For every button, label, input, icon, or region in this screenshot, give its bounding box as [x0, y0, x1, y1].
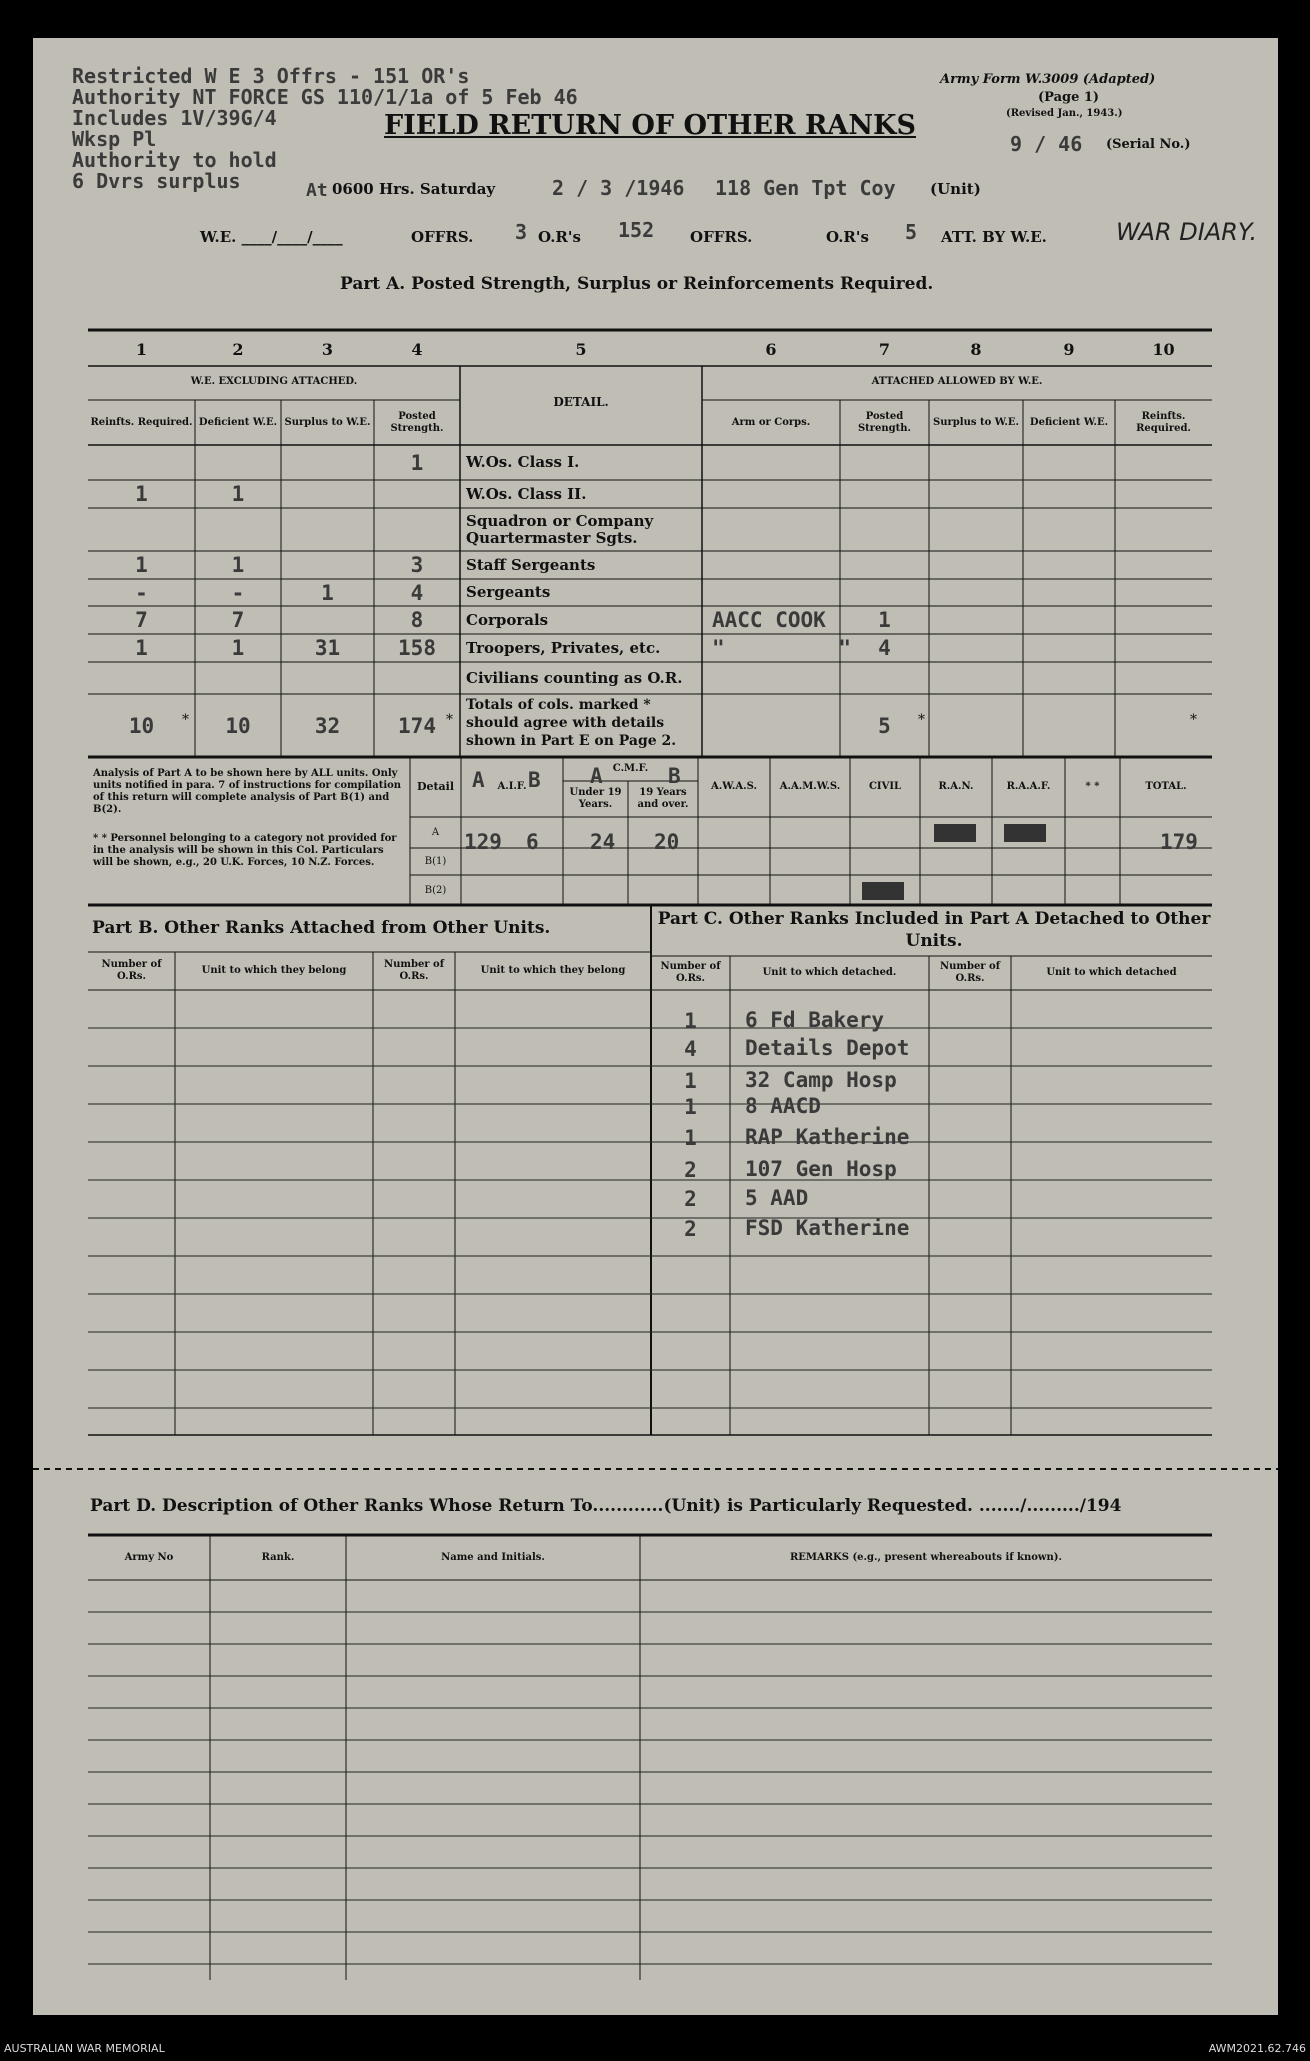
row-value-c7 [840, 508, 929, 551]
row-value-c4 [374, 662, 460, 694]
unit-typed: 118 Gen Tpt Coy [715, 176, 896, 200]
group-header-left: W.E. EXCLUDING ATTACHED. [190, 376, 358, 387]
typed-line-1: Restricted W E 3 Offrs - 151 OR's [72, 64, 470, 88]
sub-header: Reinfts. Required. [1136, 411, 1191, 434]
page-number: (Page 1) [1038, 90, 1100, 105]
row-value-c2 [195, 508, 281, 551]
column-number: 9 [1063, 339, 1075, 359]
detached-count: 2 [684, 1187, 697, 1211]
analysis-row-b1-label: B(1) [424, 856, 447, 867]
row-value-c7 [840, 579, 929, 606]
total-attached-posted: 5 [878, 713, 891, 738]
part-d-header-army-no: Army No [124, 1551, 174, 1563]
analysis-a-aif-2: 6 [526, 830, 539, 854]
row-value-c2 [195, 445, 281, 480]
total-deficient: 10 [225, 713, 251, 738]
row-value-c1 [88, 508, 195, 551]
analysis-a-total: 179 [1160, 830, 1198, 854]
detail-label: Troopers, Privates, etc. [466, 638, 661, 657]
row-value-c1 [88, 445, 195, 480]
part-d-header-remarks: REMARKS (e.g., present whereabouts if known). [789, 1551, 1063, 1563]
row-value-c7 [840, 480, 929, 508]
detached-count: 2 [684, 1158, 697, 1182]
totals-detail: Totals of cols. marked * should agree with details shown in Part E on Page 2. [466, 697, 677, 749]
column-number: 1 [135, 339, 148, 359]
detached-count: 1 [684, 1069, 697, 1093]
sub-header: Deficient W.E. [198, 417, 278, 428]
row-value-c2: 1 [231, 636, 245, 660]
offrs-label: OFFRS. [411, 228, 474, 246]
row-value-c3 [281, 662, 374, 694]
detached-unit: 32 Camp Hosp [745, 1068, 897, 1092]
detached-unit: Details Depot [745, 1036, 910, 1060]
part-c-header-unit: Unit to which detached. [762, 967, 897, 978]
detail-label: Squadron or Company Quartermaster Sgts. [466, 511, 654, 547]
row-value-c4: 3 [410, 553, 424, 577]
serial-number: 9 / 46 [1010, 132, 1083, 156]
sub-header: Reinfts. Required. [90, 417, 193, 428]
detached-count: 1 [684, 1009, 697, 1033]
detached-unit: 8 AACD [745, 1094, 821, 1118]
sub-header: Surplus to W.E. [284, 417, 371, 428]
row-value-c2: 7 [231, 608, 245, 632]
ors2-value: 5 [905, 220, 918, 244]
detail-header: DETAIL. [553, 395, 609, 409]
sub-header: Deficient W.E. [1029, 417, 1109, 428]
row-value-c2: 1 [231, 553, 245, 577]
analysis-header-civil: CIVIL [868, 781, 902, 792]
detail-label: W.Os. Class II. [466, 484, 587, 503]
typed-line-6: 6 Dvrs surplus [72, 169, 241, 193]
analysis-header-cmf: C.M.F. [612, 763, 649, 774]
analysis-header-total: TOTAL. [1145, 781, 1187, 792]
analysis-a-under19: 24 [590, 830, 616, 854]
typed-line-2: Authority NT FORCE GS 110/1/1a of 5 Feb 46 [72, 85, 578, 109]
analysis-header-aamws: A.A.M.W.S. [779, 781, 841, 792]
analysis-header-other: * * [1085, 781, 1100, 792]
row-value-c3 [281, 445, 374, 480]
sub-header: Posted Strength. [390, 411, 444, 434]
detached-count: 4 [684, 1037, 697, 1061]
row-value-c1 [88, 662, 195, 694]
row-value-c7 [840, 551, 929, 579]
ors2-label: O.R's [826, 228, 869, 246]
army-form-number: Army Form W.3009 (Adapted) [940, 72, 1156, 87]
date-typed: 2 / 3 /1946 [552, 176, 685, 200]
part-c-header-unit-2: Unit to which detached [1046, 967, 1177, 978]
group-header-right: ATTACHED ALLOWED BY W.E. [871, 376, 1043, 387]
analysis-header-awas: A.W.A.S. [711, 781, 757, 792]
analysis-header-aif: A.I.F. [497, 781, 527, 792]
part-a-title: Part A. Posted Strength, Surplus or Reinforcements Required. [340, 274, 934, 294]
detached-unit: FSD Katherine [745, 1216, 910, 1240]
asterisk-mark: * [918, 712, 925, 728]
column-number: 6 [765, 339, 777, 359]
row-value-c1: 1 [135, 636, 148, 660]
column-number: 4 [411, 339, 423, 359]
part-b-header-number-2: Number of O.Rs. [383, 959, 445, 982]
row-value-c2 [195, 662, 281, 694]
sub-header: Surplus to W.E. [933, 417, 1019, 428]
detail-label: Sergeants [466, 583, 551, 601]
detached-count: 1 [684, 1095, 697, 1119]
detached-unit: 6 Fd Bakery [745, 1008, 885, 1032]
row-value-c3 [281, 508, 374, 551]
detached-unit: 107 Gen Hosp [745, 1157, 897, 1181]
ors-value: 152 [618, 218, 655, 242]
row-value-c3: 31 [314, 636, 341, 660]
analysis-note-1: Analysis of Part A to be shown here by ALL units. Only units notified in para. 7 of instructions for compilation of this return will complete analysis of Part B(1) and B(2). [93, 768, 402, 815]
part-b-header-unit-2: Unit to which they belong [480, 965, 626, 976]
typed-a-cmf: A [590, 764, 603, 788]
time-prefix: At [306, 180, 328, 201]
detail-label: Staff Sergeants [466, 555, 596, 574]
we-label: W.E. ____/____/____ [200, 228, 343, 246]
row-value-c4: 4 [410, 580, 424, 605]
redaction-ran [934, 824, 976, 842]
typed-b-aif: B [528, 768, 541, 792]
serial-label: (Serial No.) [1106, 137, 1191, 152]
detail-label: W.Os. Class I. [466, 453, 580, 471]
part-d-title: Part D. Description of Other Ranks Whose Return To............(Unit) is Particularly Requested. ......./........./194 [90, 1496, 1122, 1516]
row-value-c4 [374, 480, 460, 508]
part-c-header-number-2: Number of O.Rs. [939, 961, 1001, 984]
row-value-c7: 4 [878, 636, 891, 660]
typed-b-cmf: B [668, 764, 681, 788]
row-value-c4 [374, 508, 460, 551]
analysis-header-ran: R.A.N. [938, 781, 974, 792]
footer-right: AWM2021.62.746 [1208, 2042, 1306, 2055]
war-diary-handwritten: WAR DIARY. [1116, 218, 1258, 246]
redaction-civil [862, 882, 904, 900]
column-number: 8 [970, 339, 982, 359]
detached-count: 1 [684, 1126, 697, 1150]
total-posted: 174 [398, 713, 436, 738]
typed-line-3: Includes 1V/39G/4 [72, 106, 277, 130]
sub-header: Posted Strength. [857, 411, 912, 434]
unit-label: (Unit) [930, 180, 981, 198]
analysis-a-19over: 20 [654, 830, 680, 854]
row-value-c7 [840, 662, 929, 694]
form-title: FIELD RETURN OF OTHER RANKS [384, 110, 917, 141]
total-reinfts: 10 [128, 713, 155, 738]
time-text: 0600 Hrs. Saturday [332, 180, 496, 198]
analysis-note-2: * * Personnel belonging to a category not provided for in the analysis will be shown in this Col. Particulars will be shown, e.g., 20 U.K. Forces, 10 N.Z. Forces. [93, 833, 397, 868]
row-arm-corps: AACC COOK [712, 608, 826, 632]
detached-count: 2 [684, 1217, 697, 1241]
typed-line-4: Wksp Pl [72, 127, 157, 151]
row-value-c4: 1 [410, 450, 424, 475]
analysis-header-raaf: R.A.A.F. [1006, 781, 1051, 792]
row-value-c1: - [135, 580, 148, 605]
row-value-c3 [281, 480, 374, 508]
row-value-c2: 1 [231, 482, 245, 506]
total-surplus: 32 [314, 713, 341, 738]
revised-date: (Revised Jan., 1943.) [1006, 108, 1123, 119]
part-b-header-number: Number of O.Rs. [101, 959, 162, 982]
part-d-header-name: Name and Initials. [441, 1551, 545, 1563]
part-b-header-unit: Unit to which they belong [201, 965, 347, 976]
part-c-title: Part C. Other Ranks Included in Part A Detached to Other Units. [657, 909, 1211, 951]
sub-header: Arm or Corps. [731, 417, 811, 428]
row-value-c7: 1 [878, 608, 891, 632]
part-b-title: Part B. Other Ranks Attached from Other Units. [92, 918, 551, 938]
column-number: 10 [1152, 339, 1175, 359]
offrs2-label: OFFRS. [690, 228, 753, 246]
typed-a-aif: A [472, 768, 485, 792]
row-value-c3 [281, 551, 374, 579]
asterisk-mark: * [446, 712, 453, 728]
row-value-c1: 1 [135, 482, 148, 506]
analysis-a-aif: 129 [464, 830, 502, 854]
part-c-header-number: Number of O.Rs. [660, 961, 721, 984]
asterisk-mark: * [1190, 712, 1197, 728]
row-value-c1: 1 [135, 553, 148, 577]
ors-label: O.R's [538, 228, 581, 246]
row-value-c7 [840, 445, 929, 480]
part-d-header-rank: Rank. [261, 1551, 295, 1563]
offrs-value: 3 [515, 220, 528, 244]
analysis-row-a-label: A [431, 827, 440, 838]
analysis-header-detail: Detail [416, 780, 455, 793]
detached-unit: RAP Katherine [745, 1125, 910, 1149]
asterisk-mark: * [182, 712, 189, 728]
footer-left: AUSTRALIAN WAR MEMORIAL [4, 2042, 165, 2055]
column-number: 5 [575, 339, 587, 359]
row-value-c3 [281, 606, 374, 634]
row-value-c3: 1 [321, 580, 334, 605]
detail-label: Corporals [466, 610, 549, 629]
analysis-header-under19: Under 19 Years. [569, 787, 622, 810]
analysis-row-b2-label: B(2) [424, 884, 447, 896]
analysis-header-19over: 19 Years and over. [637, 787, 689, 810]
column-number: 3 [321, 339, 334, 359]
row-value-c4: 8 [410, 608, 424, 632]
row-value-c1: 7 [135, 608, 148, 632]
row-value-c2: - [231, 580, 245, 605]
typed-line-5: Authority to hold [72, 148, 277, 172]
row-value-c4: 158 [398, 636, 436, 660]
column-number: 7 [878, 339, 891, 359]
row-arm-corps: " " [712, 636, 852, 660]
detached-unit: 5 AAD [745, 1186, 809, 1210]
att-label: ATT. BY W.E. [941, 228, 1047, 246]
detail-label: Civilians counting as O.R. [466, 668, 683, 687]
redaction-raaf [1004, 824, 1046, 842]
column-number: 2 [232, 339, 244, 359]
